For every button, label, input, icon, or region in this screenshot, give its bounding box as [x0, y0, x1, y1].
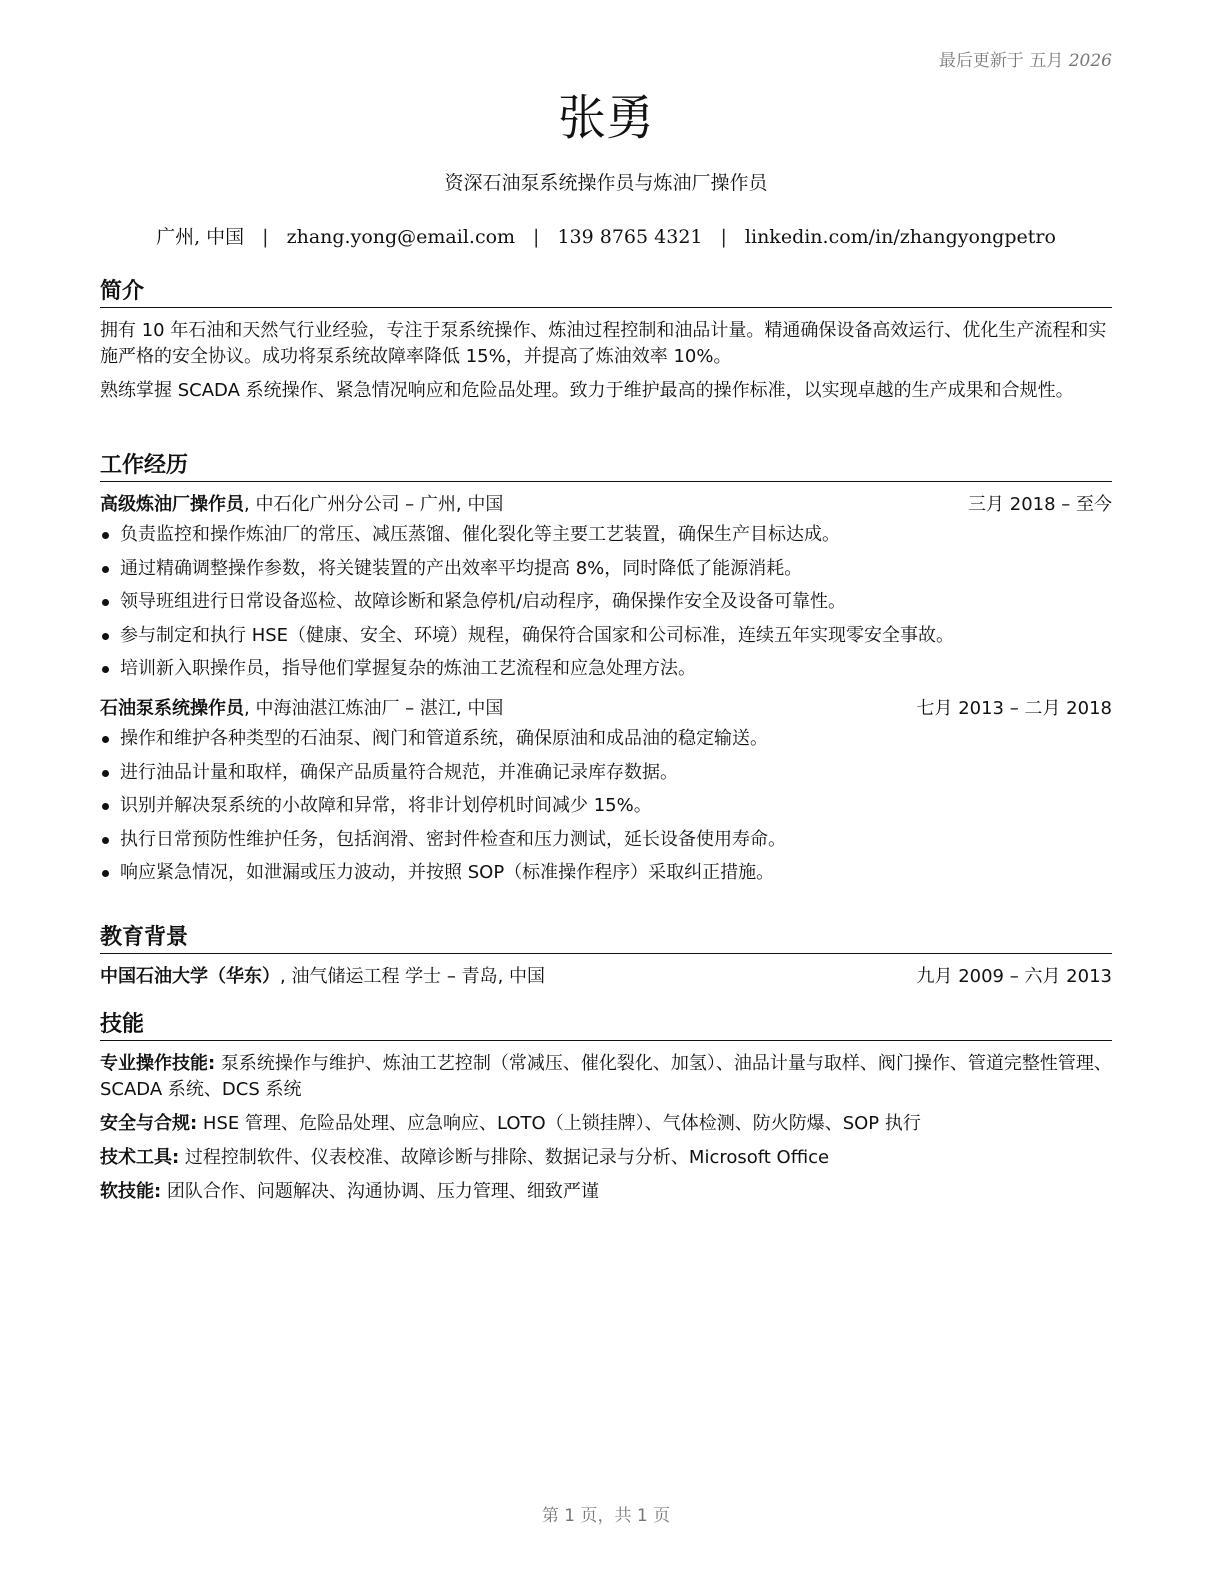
last-updated-year: 2026: [1068, 51, 1112, 71]
summary-section: [100, 278, 1112, 412]
job-company: , 中海油湛江炼油厂 – 湛江, 中国: [244, 698, 504, 719]
resume-page: [100, 0, 1112, 1584]
contact-separator: |: [533, 226, 540, 248]
education-section: [100, 924, 1112, 990]
job-bullet: 操作和维护各种类型的石油泵、阀门和管道系统，确保原油和成品油的稳定输送。: [100, 726, 1112, 752]
contact-location: 广州, 中国: [156, 226, 245, 248]
job-company: , 中石化广州分公司 – 广州, 中国: [244, 494, 504, 515]
skill-value: 过程控制软件、仪表校准、故障诊断与排除、数据记录与分析、Microsoft Office: [179, 1147, 830, 1168]
skill-value: 团队合作、问题解决、沟通协调、压力管理、细致严谨: [161, 1181, 599, 1202]
candidate-headline: 资深石油泵系统操作员与炼油厂操作员: [444, 172, 768, 194]
job-bullet: 通过精确调整操作参数，将关键装置的产出效率平均提高 8%，同时降低了能源消耗。: [100, 556, 1112, 582]
contact-separator: |: [720, 226, 727, 248]
skill-value: HSE 管理、危险品处理、应急响应、LOTO（上锁挂牌）、气体检测、防火防爆、SOP 执行: [197, 1113, 921, 1134]
contact-line: [100, 224, 1112, 250]
skill-line: [100, 1111, 1112, 1137]
last-updated-prefix: 最后更新于 五月: [938, 51, 1064, 71]
skill-label: 专业操作技能:: [100, 1053, 216, 1074]
job-bullet: 培训新入职操作员，指导他们掌握复杂的炼油工艺流程和应急处理方法。: [100, 656, 1112, 682]
skill-line: [100, 1051, 1112, 1103]
education-entry: [100, 964, 1112, 990]
job-entry: [100, 696, 1112, 886]
job-dates: 七月 2013 – 二月 2018: [916, 698, 1112, 719]
last-updated: [939, 46, 1112, 71]
skills-section: [100, 1011, 1112, 1213]
education-dates: 九月 2009 – 六月 2013: [916, 966, 1112, 987]
job-bullets: [100, 522, 1112, 682]
skill-label: 技术工具:: [100, 1147, 180, 1168]
experience-title: 工作经历: [100, 452, 1112, 482]
skill-value: 泵系统操作与维护、炼油工艺控制（常减压、催化裂化、加氢）、油品计量与取样、阀门操作、管道完整性管理、SCADA 系统、DCS 系统: [100, 1053, 1112, 1100]
job-role: 高级炼油厂操作员: [100, 494, 244, 515]
candidate-name: 张勇: [557, 90, 654, 146]
job-bullet: 执行日常预防性维护任务，包括润滑、密封件检查和压力测试，延长设备使用寿命。: [100, 827, 1112, 853]
page-footer: 第 1 页，共 1 页: [541, 1506, 671, 1526]
job-bullet: 识别并解决泵系统的小故障和异常，将非计划停机时间减少 15%。: [100, 793, 1112, 819]
job-header: [100, 492, 1112, 518]
skill-label: 安全与合规:: [100, 1113, 198, 1134]
contact-linkedin[interactable]: linkedin.com/in/zhangyongpetro: [744, 226, 1056, 248]
contact-separator: |: [262, 226, 269, 248]
job-dates: 三月 2018 – 至今: [968, 494, 1112, 515]
job-role-company: [100, 492, 503, 518]
job-bullet: 负责监控和操作炼油厂的常压、减压蒸馏、催化裂化等主要工艺装置，确保生产目标达成。: [100, 522, 1112, 548]
job-role: 石油泵系统操作员: [100, 698, 244, 719]
education-detail: , 油气储运工程 学士 – 青岛, 中国: [280, 966, 546, 987]
education-title: 教育背景: [100, 924, 1112, 954]
education-school: 中国石油大学（华东）: [100, 966, 280, 987]
experience-section: [100, 452, 1112, 894]
summary-paragraph: 熟练掌握 SCADA 系统操作、紧急情况响应和危险品处理。致力于维护最高的操作标准，以实现卓越的生产成果和合规性。: [100, 380, 1074, 401]
education-school-detail: [100, 964, 545, 990]
contact-phone[interactable]: 139 8765 4321: [557, 226, 703, 248]
skills-title: 技能: [100, 1011, 1112, 1041]
job-header: [100, 696, 1112, 722]
job-role-company: [100, 696, 503, 722]
job-bullet: 进行油品计量和取样，确保产品质量符合规范，并准确记录库存数据。: [100, 760, 1112, 786]
skill-label: 软技能:: [100, 1181, 162, 1202]
skill-line: [100, 1145, 1112, 1171]
job-bullet: 参与制定和执行 HSE（健康、安全、环境）规程，确保符合国家和公司标准，连续五年实现零安全事故。: [100, 623, 1112, 649]
job-bullet: 领导班组进行日常设备巡检、故障诊断和紧急停机/启动程序，确保操作安全及设备可靠性。: [100, 589, 1112, 615]
summary-paragraph: 拥有 10 年石油和天然气行业经验，专注于泵系统操作、炼油过程控制和油品计量。精通确保设备高效运行、优化生产流程和实施严格的安全协议。成功将泵系统故障率降低 15%，并提高了炼油效率 10%。: [100, 320, 1107, 367]
skill-line: [100, 1179, 1112, 1205]
summary-title: 简介: [100, 278, 1112, 308]
job-bullet: 响应紧急情况，如泄漏或压力波动，并按照 SOP（标准操作程序）采取纠正措施。: [100, 860, 1112, 886]
contact-email[interactable]: zhang.yong@email.com: [286, 226, 516, 248]
job-entry: [100, 492, 1112, 682]
job-bullets: [100, 726, 1112, 886]
